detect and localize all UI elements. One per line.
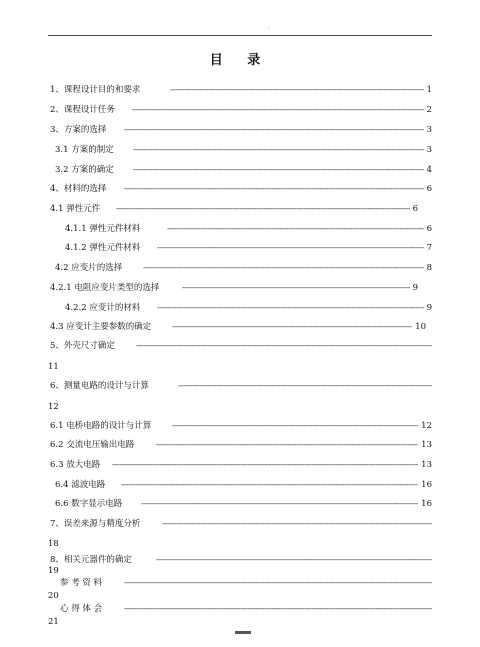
toc-entry [0, 144, 480, 157]
toc-entry-page: 12 [421, 421, 432, 431]
toc-entry-page: 6 [426, 224, 432, 234]
toc-leader-dashes [124, 124, 424, 137]
toc-entry [0, 340, 480, 353]
toc-entry-title: 4.2.1 电阻应变片类型的选择 [50, 283, 160, 293]
toc-entry-title: 5、外壳尺寸确定 [50, 341, 115, 351]
toc-entry [0, 124, 480, 137]
toc-leader-dashes [170, 84, 424, 97]
toc-entry-page: 18 [48, 539, 59, 549]
toc-entry [0, 104, 480, 117]
toc-entry [0, 321, 480, 334]
toc-entry-title: 4.1.2 弹性元件材料 [65, 243, 141, 253]
toc-entry-title: 参 考 资 料 [60, 578, 103, 588]
toc-entry-page: 8 [426, 263, 432, 273]
toc-leader-dashes [124, 577, 432, 590]
toc-entry-title: 4.2.2 应变计的材料 [65, 303, 141, 313]
toc-entry [0, 479, 480, 492]
toc-entry-title: 4.1 弹性元件 [50, 204, 101, 214]
toc-entry-title: 3.2 方案的确定 [55, 165, 114, 175]
toc-entry-title: 4.1.1 弹性元件材料 [65, 224, 141, 234]
toc-leader-dashes [156, 439, 418, 452]
toc-leader-dashes [156, 554, 432, 567]
toc-entry-page: 12 [48, 402, 59, 412]
toc-entry-page: 9 [412, 283, 418, 293]
toc-entry [0, 183, 480, 196]
toc-entry-page: 6 [412, 204, 418, 214]
toc-entry [0, 554, 480, 567]
toc-leader-dashes [178, 380, 432, 393]
toc-leader-dashes [116, 203, 410, 216]
toc-leader-dashes [141, 498, 418, 511]
toc-entry-page: 2 [426, 105, 432, 115]
toc-entry-page: 16 [421, 499, 432, 509]
toc-entry [0, 262, 480, 275]
toc-leader-dashes [157, 302, 424, 315]
toc-entry [0, 242, 480, 255]
toc-entry-title: 1、课程设计目的和要求 [50, 85, 141, 95]
page-title: 目 录 [209, 53, 271, 68]
toc-entry [0, 420, 480, 433]
toc-entry-title: 4.3 应变计主要参数的确定 [50, 322, 152, 332]
toc-entry-page: 13 [421, 460, 432, 470]
toc-leader-dashes [124, 603, 432, 616]
toc-leader-dashes [136, 340, 432, 353]
toc-entry-title: 6.6 数字显示电路 [55, 499, 123, 509]
toc-entry-title: 8、相关元器件的确定 [50, 555, 132, 565]
toc-entry [0, 459, 480, 472]
toc-entry [0, 282, 480, 295]
header-rule [48, 35, 432, 36]
toc-entry-title: 3.1 方案的制定 [55, 145, 114, 155]
toc-entry [0, 380, 480, 393]
toc-entry [0, 603, 480, 616]
toc-leader-dashes [172, 321, 412, 334]
toc-entry [0, 498, 480, 511]
toc-entry-title: 3、方案的选择 [50, 125, 107, 135]
toc-entry-page: 6 [426, 184, 432, 194]
toc-entry-page: 9 [426, 303, 432, 313]
toc-leader-dashes [132, 104, 424, 117]
toc-entry-title: 6.2 交流电压输出电路 [50, 440, 135, 450]
footer-mark [235, 631, 251, 634]
toc-entry-title: 2、课程设计任务 [50, 105, 115, 115]
toc-entry [0, 203, 480, 216]
toc-entry-page: 10 [415, 322, 426, 332]
toc-leader-dashes [172, 420, 418, 433]
toc-entry [0, 302, 480, 315]
toc-entry [0, 518, 480, 531]
toc-entry-title: 心 得 体 会 [60, 604, 103, 614]
toc-entry-title: 6.4 滤波电路 [55, 480, 106, 490]
toc-entry [0, 223, 480, 236]
toc-leader-dashes [112, 459, 418, 472]
toc-entry-page: 19 [48, 566, 59, 576]
toc-entry-page: 16 [421, 480, 432, 490]
toc-entry [0, 164, 480, 177]
toc-entry [0, 439, 480, 452]
toc-leader-dashes [133, 164, 424, 177]
toc-leader-dashes [162, 518, 432, 531]
toc-leader-dashes [167, 223, 424, 236]
toc-entry-page: 7 [426, 243, 432, 253]
toc-leader-dashes [182, 282, 410, 295]
toc-entry-page: 3 [426, 125, 432, 135]
toc-entry-page: 4 [426, 165, 432, 175]
toc-entry-page: 1 [426, 85, 432, 95]
toc-entry-title: 4.2 应变片的选择 [55, 263, 123, 273]
toc-entry-title: 6.1 电桥电路的设计与计算 [50, 421, 152, 431]
toc-entry-page: 13 [421, 440, 432, 450]
toc-leader-dashes [143, 262, 424, 275]
toc-entry [0, 577, 480, 590]
toc-leader-dashes [121, 479, 418, 492]
toc-entry-page: 3 [426, 145, 432, 155]
toc-leader-dashes [157, 242, 424, 255]
toc-entry-title: 6.3 放大电路 [50, 460, 101, 470]
toc-entry-title: 7、误差来源与精度分析 [50, 519, 141, 529]
toc-entry [0, 84, 480, 97]
toc-entry-page: 20 [48, 591, 59, 601]
toc-entry-title: 6、测量电路的设计与计算 [50, 381, 149, 391]
toc-leader-dashes [133, 144, 424, 157]
header-dot: . [268, 23, 270, 30]
toc-entry-page: 11 [48, 362, 59, 372]
toc-leader-dashes [124, 183, 424, 196]
toc-entry-page: 21 [48, 617, 59, 627]
toc-entry-title: 4、材料的选择 [50, 184, 107, 194]
